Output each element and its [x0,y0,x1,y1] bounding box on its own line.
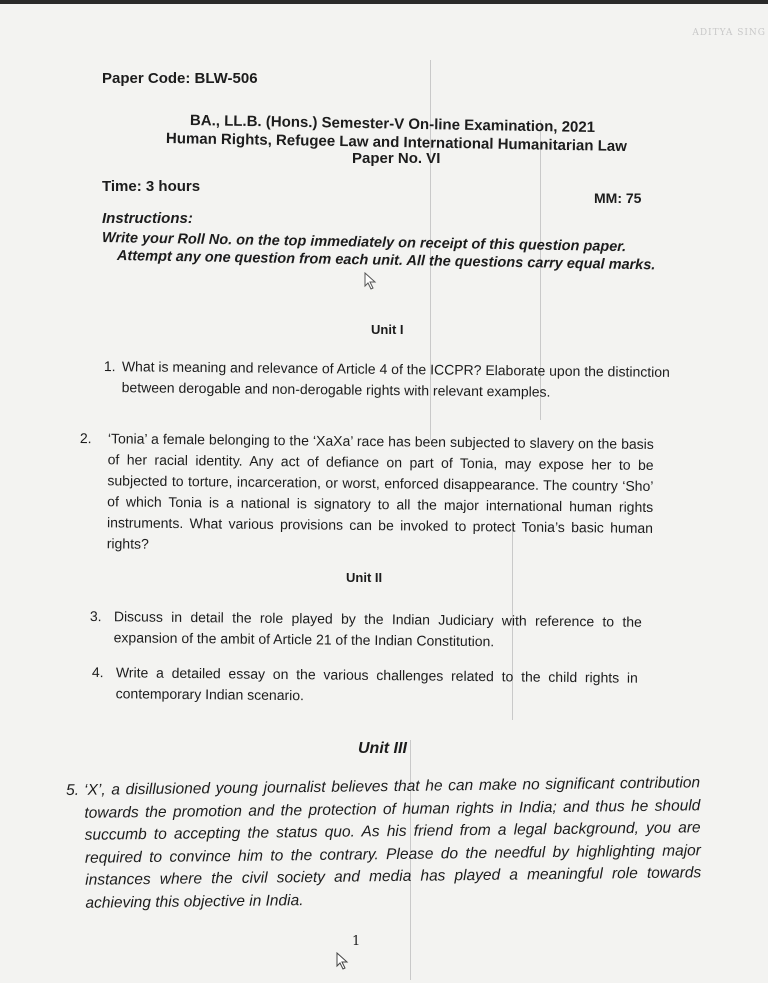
question-number: 5. [66,781,80,799]
question-2 [79,428,654,560]
unit-heading: Unit II [346,570,383,585]
question-text: Write a detailed essay on the various challenges related to the child rights in contemporary Indian scenario. [115,664,638,704]
unit-heading: Unit I [371,322,404,337]
question-text: Discuss in detail the role played by the Indian Judiciary with reference to the expansion of the ambit of Article 21 of the Indian Constitution. [113,608,642,650]
unit-heading: Unit III [358,740,407,757]
mouse-pointer-icon [364,272,378,290]
time-allowed: Time: 3 hours [102,178,201,195]
instruction-line: Write your Roll No. on the top immediately on receipt of this question paper. [101,230,627,256]
question-text: What is meaning and relevance of Article 4 of the ICCPR? Elaborate upon the distinction between derogable and non-derogable rights with relevant examples. [121,358,670,400]
page-top-edge [0,0,768,4]
page-number: 1 [352,934,361,949]
question-3 [90,606,642,654]
instruction-line: Attempt any one question from each unit. All the questions carry equal marks. [116,248,656,274]
mouse-pointer-icon [336,952,350,970]
question-4 [92,662,638,710]
question-number: 2. [79,429,92,447]
question-text: ‘X’, a disillusioned young journalist believes that he can make no significant contribution towards the promotion and the protection of human rights in India; and thus he should succumb to accepting the status quo. As his friend from a legal background, you are required to convince him to the contrary. Please do the needful by highlighting major instances where the civil society and media has played a meaningful role towards achieving this objective in India. [84,774,702,912]
max-marks: MM: 75 [594,190,642,206]
instructions-heading: Instructions: [102,210,193,227]
exam-title: BA., LL.B. (Hons.) Semester-V On-line Examination, 2021 [189,112,596,137]
question-number: 3. [89,607,102,625]
question-text: ‘Tonia’ a female belonging to the ‘XaXa’ race has been subjected to slavery on the basis of her racial identity. Any act of defiance on part of Tonia, may expose her to be subjected to torture, incarceration, or worst, enforced disappearance. The country ‘Sho’ of which Tonia is a national is signatory to all the major international human rights instruments. What various provisions can be invoked to protect Tonia’s basic human rights? [106,430,654,552]
paper-code: Paper Code: BLW-506 [102,70,258,87]
question-1 [104,356,670,404]
question-number: 1. [103,357,116,375]
paper-number: Paper No. VI [352,150,441,167]
subject-title: Human Rights, Refugee Law and International Humanitarian Law [165,130,627,156]
watermark: ADITYA SING [692,28,766,38]
question-number: 4. [91,663,104,681]
question-5 [66,772,702,915]
